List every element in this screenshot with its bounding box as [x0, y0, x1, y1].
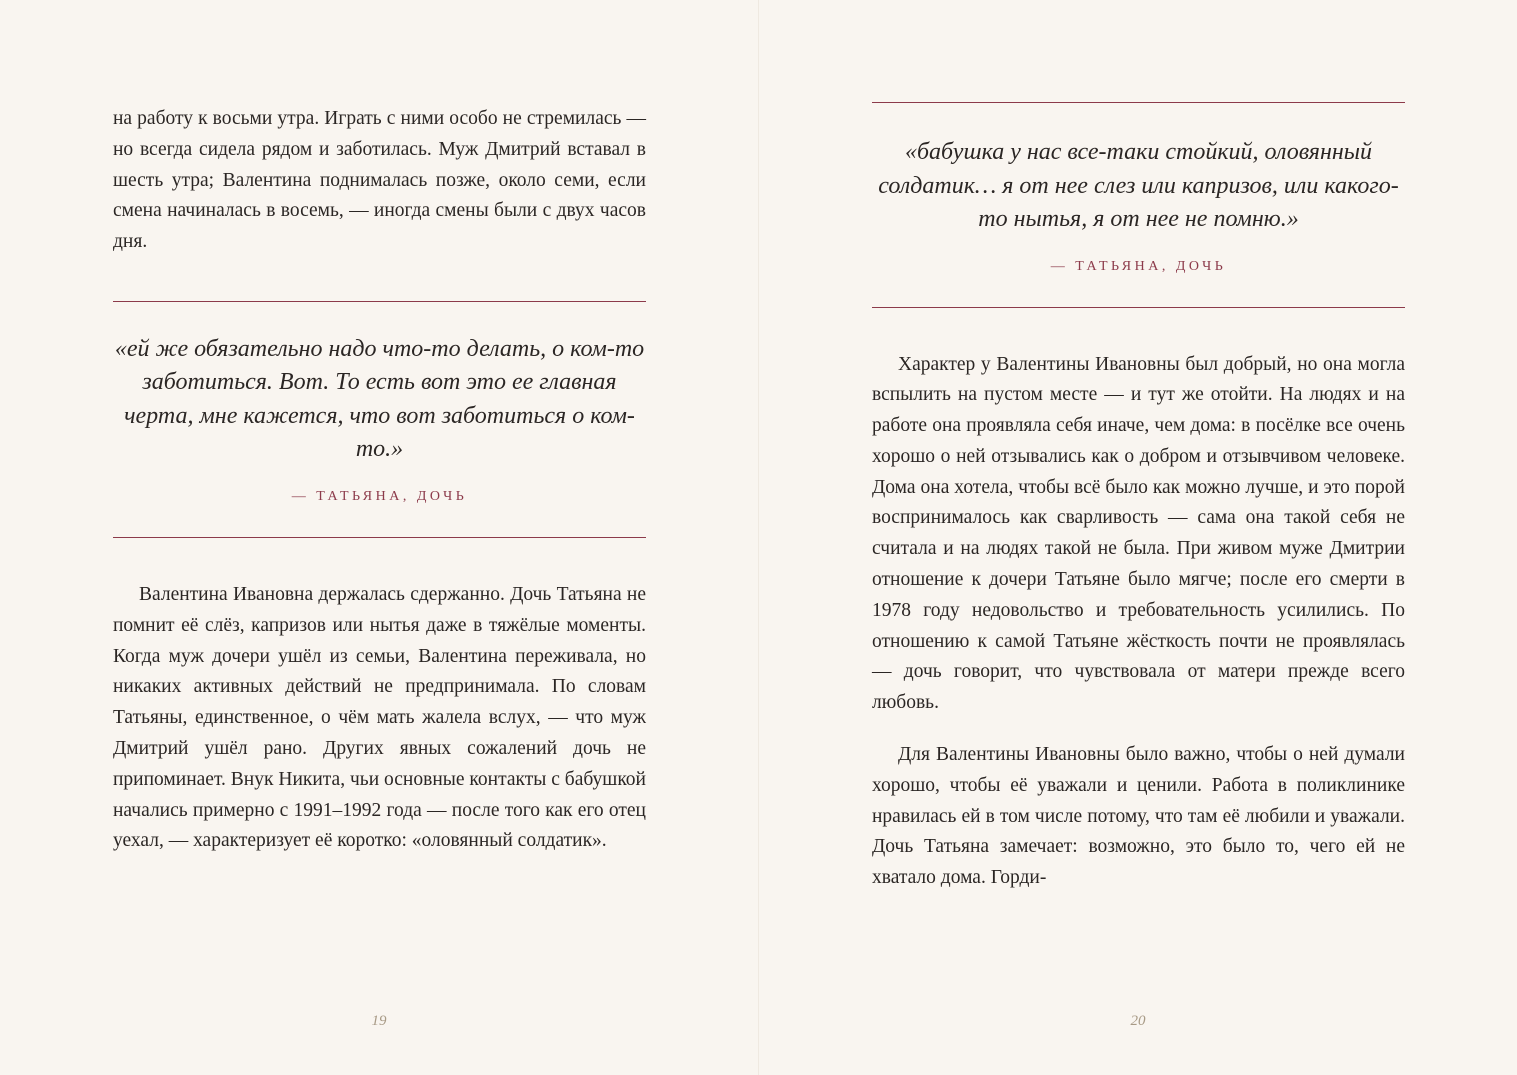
pull-quote-left	[113, 302, 646, 505]
pull-quote-right	[872, 103, 1405, 275]
quote-text-left: «ей же обязательно надо что-то делать, о ком-то заботиться. Вот. То есть вот это ее главная черта, мне кажется, что вот заботиться о ком-то.»	[114, 335, 645, 463]
quote-rule-bottom-right	[872, 307, 1405, 308]
left-column	[113, 102, 646, 857]
quote-text-right: «бабушка у нас все-таки стойкий, оловянный солдатик… я от нее слез или капризов, или какого-то нытья, я от нее не помню.»	[878, 139, 1399, 232]
quote-attribution-left: — ТАТЬЯНА, ДОЧЬ	[291, 488, 468, 504]
right-page	[759, 0, 1517, 1075]
quote-attribution-right: — ТАТЬЯНА, ДОЧЬ	[1050, 258, 1227, 274]
left-paragraph-bottom: Валентина Ивановна держалась сдержанно. Дочь Татьяна не помнит её слёз, капризов или нытья даже в тяжёлые моменты. Когда муж дочери ушёл из семьи, Валентина переживала, но никаких активных действий не предпринимала. По словам Татьяны, единственное, о чём мать жалела вслух, — что муж Дмитрий ушёл рано. Других явных сожалений дочь не припоминает. Внук Никита, чьи основные контакты с бабушкой начались примерно с 1991–1992 года — после того как его отец уехал, — характеризует её коротко: «оловянный солдатик».	[113, 583, 646, 852]
left-page	[0, 0, 758, 1075]
left-paragraph-top: на работу к восьми утра. Играть с ними особо не стремилась — но всегда сидела рядом и заботилась. Муж Дмитрий вставал в шесть утра; Валентина поднималась позже, около семи, если смена начиналась в восемь, — иногда смены были с двух часов дня.	[113, 108, 646, 253]
page-number-right: 20	[1130, 1013, 1146, 1029]
right-paragraph-2: Для Валентины Ивановны было важно, чтобы о ней думали хорошо, чтобы её уважали и ценили. Работа в поликлинике нравилась ей в том числе потому, что там её любили и уважали. Дочь Татьяна замечает: возможно, это было то, чего ей не хватало дома. Горди-	[872, 744, 1405, 889]
page-number-left: 19	[371, 1013, 387, 1029]
right-column	[872, 102, 1405, 894]
right-paragraph-1: Характер у Валентины Ивановны был добрый, но она могла вспылить на пустом месте — и тут же отойти. На людях и на работе она проявляла себя иначе, чем дома: в посёлке все очень хорошо о ней отзывались как о добром и отзывчивом человеке. Дома она хотела, чтобы всё было как можно лучше, и это порой воспринималось как сварливость — сама она такой себя не считала и на людях такой не была. При живом муже Дмитрии отношение к дочери Татьяне было мягче; после его смерти в 1978 году недовольство и требовательность усилились. По отношению к самой Татьяне жёсткость почти не проявлялась — дочь говорит, что чувствовала от матери прежде всего любовь.	[872, 353, 1405, 714]
quote-rule-bottom	[113, 537, 646, 538]
